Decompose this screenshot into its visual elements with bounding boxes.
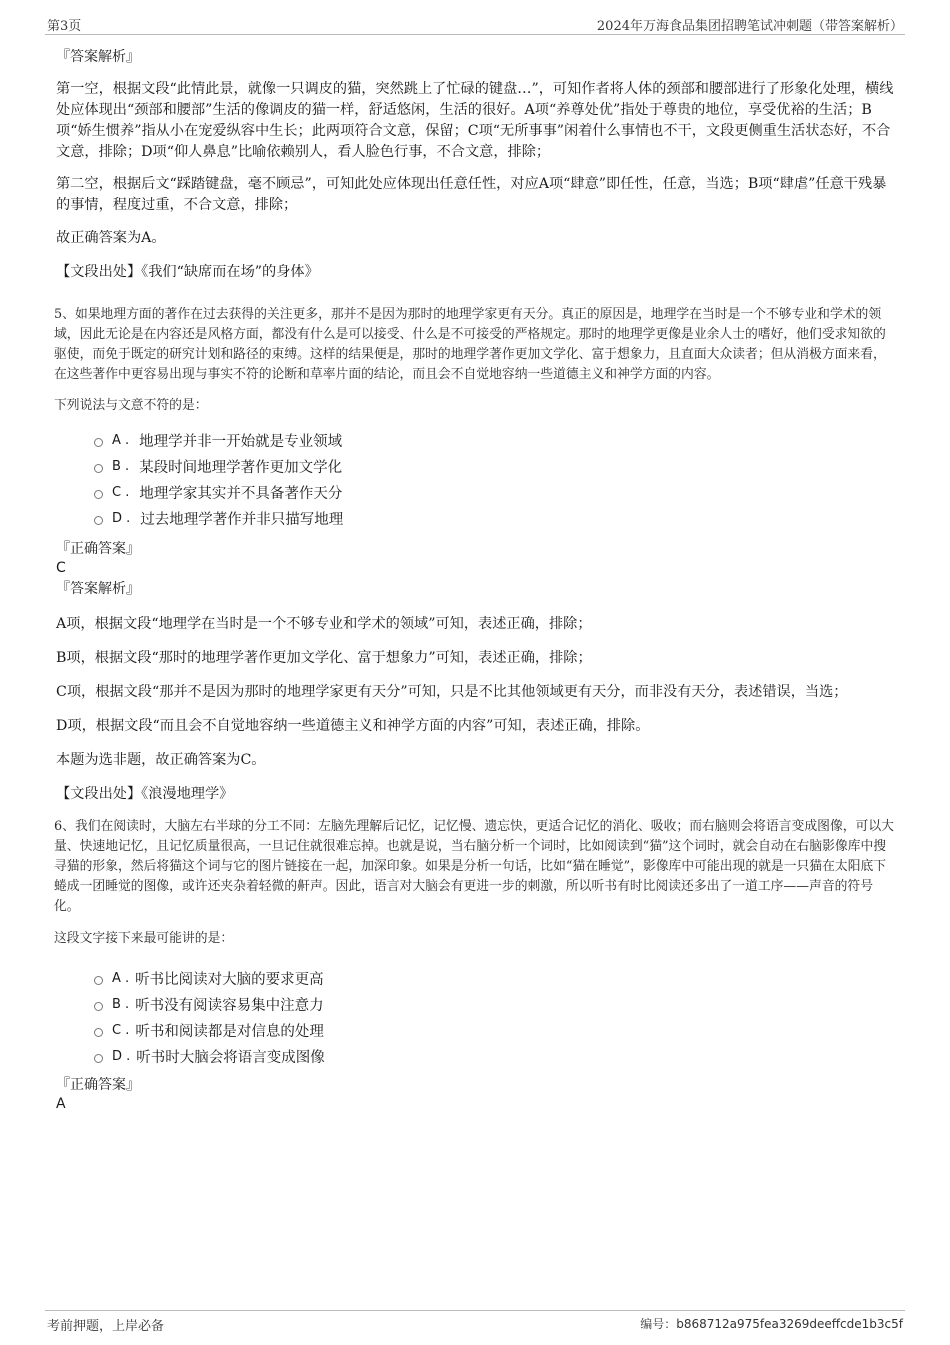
analysis-paragraph: C项，根据文段“那并不是因为那时的地理学家更有天分”可知，只是不比其他领域更有天分，而非没有天分，表述错误，当选； bbox=[56, 684, 848, 700]
analysis-label: 『答案解析』 bbox=[56, 49, 140, 65]
footer-slogan: 考前押题，上岸必备 bbox=[47, 1319, 165, 1334]
page-number: 第3页 bbox=[47, 19, 82, 34]
option-b[interactable]: B . 听书没有阅读容易集中注意力 bbox=[54, 991, 896, 1017]
page-footer bbox=[45, 1310, 905, 1335]
radio-icon[interactable] bbox=[94, 1028, 103, 1037]
correct-answer-label: 『正确答案』 bbox=[56, 541, 140, 557]
correct-answer: A bbox=[56, 1096, 66, 1112]
page-header bbox=[45, 12, 905, 35]
analysis-paragraph: 第二空，根据后文“踩踏键盘，毫不顾忌”，可知此处应体现出任意任性，对应A项“肆意”即任性，任意，当选；B项“肆虐”任意干残暴的事情，程度过重，不合文意，排除； bbox=[56, 176, 887, 213]
analysis-conclusion: 故正确答案为A。 bbox=[56, 230, 166, 246]
question-passage: 5、如果地理方面的著作在过去获得的关注更多，那并不是因为那时的地理学家更有天分。真正的原因是，地理学在当时是一个不够专业和学术的领域，因此无论是在内容还是风格方面，都没有什么是可以接受、什么是不可接受的严格规定。那时的地理学更像是业余人士的嗜好，他们受求知欲的驱使，而免于既定的研究计划和路径的束缚。这样的结果便是，那时的地理学著作更加文学化、富于想象力，且直面大众读者；但从消极方面来看，在这些著作中更容易出现与事实不符的论断和草率片面的结论，而且会不自觉地容纳一些道德主义和神学方面的内容。 bbox=[54, 307, 886, 382]
analysis-conclusion: 本题为选非题，故正确答案为C。 bbox=[56, 752, 266, 768]
analysis-paragraph: 第一空，根据文段“此情此景，就像一只调皮的猫，突然跳上了忙碌的键盘…”，可知作者将人体的颈部和腰部进行了形象化处理，横线处应体现出“颈部和腰部”生活的像调皮的猫一样，舒适悠闲，生活的很好。A项“养尊处优”指处于尊贵的地位，享受优裕的生活；B项“娇生惯养”指从小在宠爱纵容中生长；此两项符合文意，保留；C项“无所事事”闲着什么事情也不干，文段更侧重生活状态好，不合文意，排除；D项“仰人鼻息”比喻依赖别人，看人脸色行事，不合文意，排除； bbox=[56, 81, 894, 160]
analysis-paragraph: A项，根据文段“地理学在当时是一个不够专业和学术的领域”可知，表述正确，排除； bbox=[56, 616, 592, 632]
option-a[interactable]: A . 地理学并非一开始就是专业领域 bbox=[54, 427, 896, 453]
radio-icon[interactable] bbox=[94, 516, 103, 525]
question-5 bbox=[54, 305, 896, 805]
question-passage: 6、我们在阅读时，大脑左右半球的分工不同：左脑先理解后记忆，记忆慢、遗忘快，更适合记忆的消化、吸收；而右脑则会将语言变成图像，可以大量、快速地记忆，且记忆质量很高，一旦记住就很难忘掉。也就是说，当右脑分析一个词时，比如阅读到“猫”这个词时，就会自动在右脑影像库中搜寻猫的形象，然后将猫这个词与它的图片链接在一起，加深印象。如果是分析一句话，比如“猫在睡觉”，影像库中可能出现的就是一只猫在太阳底下蜷成一团睡觉的图像，或许还夹杂着轻微的鼾声。因此，语言对大脑会有更进一步的刺激，所以听书有时比阅读还多出了一道工序——声音的符号化。 bbox=[54, 819, 894, 914]
source-citation: 【文段出处】《我们“缺席而在场”的身体》 bbox=[56, 264, 319, 280]
q4-analysis-section bbox=[56, 47, 896, 283]
options-list bbox=[54, 427, 896, 531]
analysis-paragraph: B项，根据文段“那时的地理学著作更加文学化、富于想象力”可知，表述正确，排除； bbox=[56, 650, 592, 666]
code-label: 编号： bbox=[640, 1317, 677, 1331]
correct-answer-label: 『正确答案』 bbox=[56, 1077, 140, 1093]
option-b[interactable]: B . 某段时间地理学著作更加文学化 bbox=[54, 453, 896, 479]
radio-icon[interactable] bbox=[94, 438, 103, 447]
radio-icon[interactable] bbox=[94, 1002, 103, 1011]
option-c[interactable]: C . 地理学家其实并不具备著作天分 bbox=[54, 479, 896, 505]
radio-icon[interactable] bbox=[94, 490, 103, 499]
analysis-label: 『答案解析』 bbox=[56, 581, 140, 597]
analysis-paragraph: D项，根据文段“而且会不自觉地容纳一些道德主义和神学方面的内容”可知，表述正确，排除。 bbox=[56, 718, 650, 734]
question-6 bbox=[54, 817, 896, 1113]
option-a[interactable]: A . 听书比阅读对大脑的要求更高 bbox=[54, 965, 896, 991]
document-title: 2024年万海食品集团招聘笔试冲刺题（带答案解析） bbox=[596, 19, 903, 34]
radio-icon[interactable] bbox=[94, 1054, 103, 1063]
document-code bbox=[640, 1315, 903, 1332]
question-prompt: 这段文字接下来最可能讲的是： bbox=[54, 931, 234, 946]
option-c[interactable]: C . 听书和阅读都是对信息的处理 bbox=[54, 1017, 896, 1043]
radio-icon[interactable] bbox=[94, 976, 103, 985]
option-d[interactable]: D . 过去地理学著作并非只描写地理 bbox=[54, 505, 896, 531]
option-d[interactable]: D . 听书时大脑会将语言变成图像 bbox=[54, 1043, 896, 1069]
radio-icon[interactable] bbox=[94, 464, 103, 473]
question-prompt: 下列说法与文意不符的是： bbox=[54, 398, 208, 413]
source-citation: 【文段出处】《浪漫地理学》 bbox=[56, 786, 234, 802]
page-content bbox=[56, 44, 896, 1115]
correct-answer: C bbox=[56, 560, 66, 576]
options-list bbox=[54, 965, 896, 1069]
code-value: b868712a975fea3269deeffcde1b3c5f bbox=[676, 1317, 903, 1331]
